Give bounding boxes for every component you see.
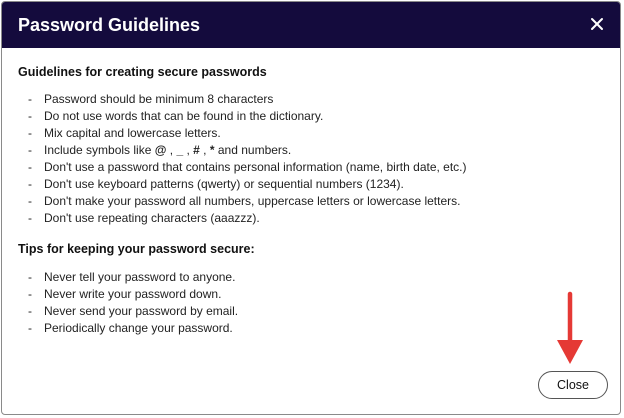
list-item: - Never send your password by email. bbox=[28, 304, 239, 318]
tips-list bbox=[28, 269, 238, 337]
tips-heading: Tips for keeping your password secure: bbox=[18, 242, 255, 256]
dialog-title: Password Guidelines bbox=[18, 15, 201, 35]
list-item: - Don't use a password that contains personal information (name, birth date, etc.) bbox=[28, 160, 467, 174]
dialog-header bbox=[2, 2, 620, 48]
list-item: - Don't use repeating characters (aaazzz). bbox=[28, 211, 260, 225]
list-item: - Do not use words that can be found in the dictionary. bbox=[28, 109, 324, 123]
list-item: - Never tell your password to anyone. bbox=[28, 270, 236, 284]
guidelines-heading: Guidelines for creating secure passwords bbox=[18, 65, 267, 79]
list-item: - Password should be minimum 8 characters bbox=[28, 92, 274, 106]
close-button[interactable]: Close bbox=[538, 371, 608, 399]
list-item: - Mix capital and lowercase letters. bbox=[28, 126, 221, 140]
list-item: - Don't use keyboard patterns (qwerty) or sequential numbers (1234). bbox=[28, 177, 404, 191]
close-icon[interactable] bbox=[588, 15, 606, 33]
list-item: - Periodically change your password. bbox=[28, 321, 233, 335]
list-item: - Never write your password down. bbox=[28, 287, 222, 301]
password-guidelines-dialog bbox=[1, 1, 621, 415]
list-item-symbols: - Include symbols like @ , _ , # , * and numbers. bbox=[28, 143, 292, 157]
guidelines-list bbox=[28, 91, 467, 227]
arrow-down-icon bbox=[550, 290, 590, 368]
list-item: - Don't make your password all numbers, uppercase letters or lowercase letters. bbox=[28, 194, 461, 208]
